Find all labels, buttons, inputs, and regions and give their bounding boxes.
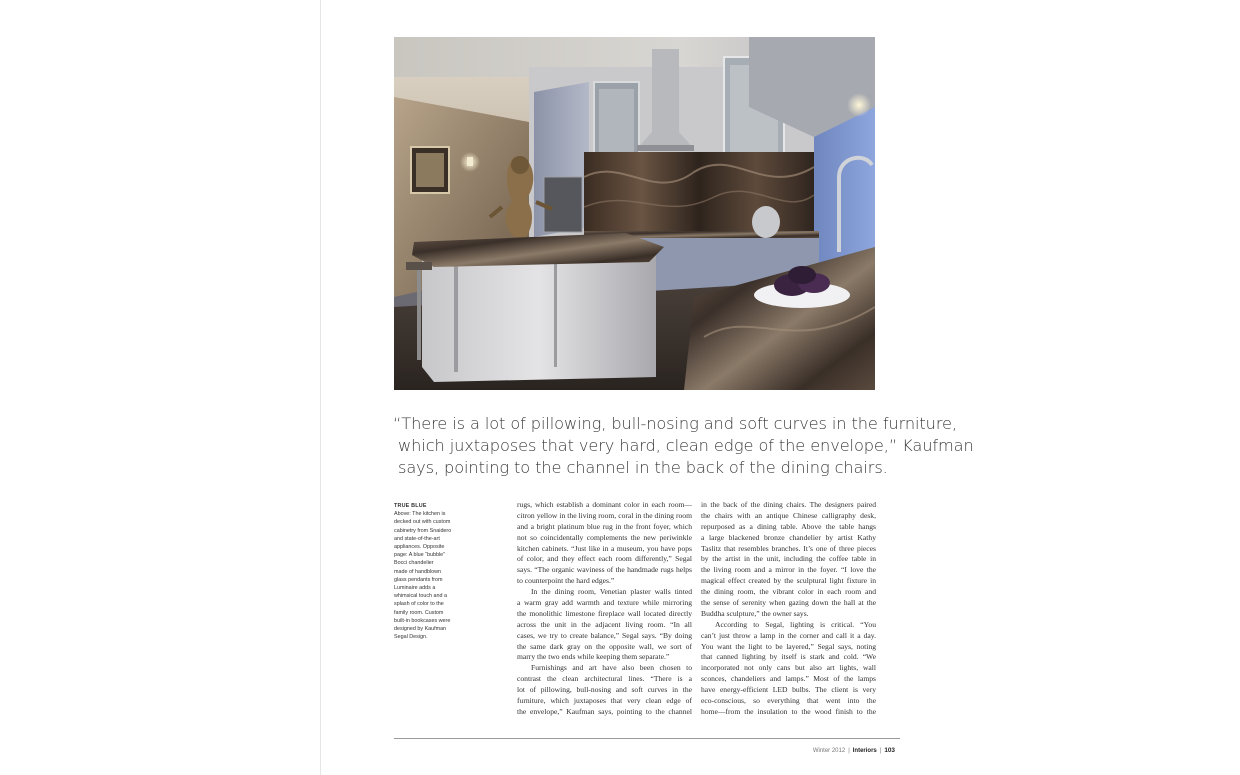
- body-line: rugs, which establish a dominant color in each room—: [517, 500, 692, 509]
- caption-line: page: A blue “bubble”: [394, 552, 445, 559]
- body-line: the envelope,” Kaufman says, pointing to the channel: [517, 706, 692, 716]
- kitchen-photo: [394, 37, 875, 390]
- body-line: the same dark gray on the opposite wall, we sort of: [517, 641, 692, 651]
- body-line: Taslitz that resembles branches. It’s one of three pieces: [701, 543, 876, 553]
- body-line: says. “The organic waviness of the handmade rugs helps: [517, 565, 692, 575]
- caption-line: Luminaire adds a: [394, 585, 436, 592]
- caption-line: decked out with custom: [394, 519, 451, 526]
- body-column-1: [517, 500, 692, 718]
- body-line: cases, we try to create balance,” Segal says. “By doing: [517, 630, 692, 640]
- body-line: of color, and they effect each room differently,” Segal: [517, 554, 692, 564]
- body-line: kitchen cabinets. “Just like in a museum, you have pops: [517, 543, 692, 553]
- body-line: Furnishings and art have also been chosen to: [531, 663, 692, 673]
- caption-line: made of handblown: [394, 568, 442, 575]
- photo-caption: [394, 502, 452, 641]
- caption-line: Above: The kitchen is: [394, 511, 446, 518]
- body-line: In the dining room, Venetian plaster walls tinted: [531, 587, 692, 597]
- caption-line: glass pendants from: [394, 576, 443, 583]
- body-column-2: [701, 500, 876, 718]
- caption-line: whimsical touch and a: [394, 593, 448, 600]
- pull-quote-line: which juxtaposes that very hard, clean edge of the envelope,” Kaufman: [398, 436, 974, 455]
- body-line: that canned lighting by itself is stark and cold. “We: [701, 652, 876, 662]
- body-line: lot of pillowing, bull-nosing and soft curves in the: [517, 685, 692, 695]
- footer-rule: [394, 738, 900, 739]
- body-line: marry the two ends while keeping them separate.”: [517, 652, 670, 662]
- footer-separator: |: [848, 748, 850, 754]
- body-line: incorporated not only cans but also art lights, wall: [701, 663, 876, 673]
- pull-quote: [393, 413, 974, 479]
- body-line: the monolithic limestone fireplace wall located directly: [517, 608, 692, 618]
- caption-line: splash of color to the: [394, 601, 444, 608]
- body-line: the sense of serenity when gazing down the hall at the: [701, 598, 876, 608]
- body-line: the dining room, the vibrant color in each room and: [701, 587, 876, 597]
- body-line: eco-conscious, so everything that went into the: [701, 696, 876, 706]
- body-line: repurposed as a dining table. Above the table hangs: [701, 521, 876, 531]
- body-line: Buddha sculpture,” the owner says.: [701, 608, 809, 618]
- pull-quote-line: “There is a lot of pillowing, bull-nosing and soft curves in the furniture,: [393, 414, 957, 433]
- footer-magazine: Interiors: [852, 748, 877, 754]
- body-line: furniture, which juxtaposes that very clean edge of: [517, 696, 692, 706]
- page-footer: [813, 747, 895, 754]
- body-line: sconces, chandeliers and lamps.” Most of the lamps: [701, 674, 876, 684]
- body-line: home—from the insulation to the wood finish to the: [701, 706, 876, 716]
- body-line: not so coincidentally complements the new periwinkle: [517, 532, 692, 542]
- page-gutter-edge: [320, 0, 321, 775]
- caption-line: designed by Kaufman: [394, 626, 447, 633]
- caption-line: appliances. Opposite: [394, 544, 445, 551]
- body-line: the chairs with an antique Chinese calligraphy desk,: [701, 510, 876, 520]
- body-line: have energy-efficient LED bulbs. The client is very: [701, 685, 876, 695]
- caption-line: cabinetry from Snaidero: [394, 527, 452, 534]
- body-line: citron yellow in the living room, coral in the dining room: [517, 510, 692, 520]
- body-line: can’t just throw a lamp in the corner and call it a day.: [701, 630, 876, 640]
- caption-title: TRUE BLUE: [394, 503, 427, 509]
- body-line: by the artist in the unit, including the coffee table in: [701, 554, 876, 564]
- body-line: the living room and a mirror in the foyer. “I love the: [701, 565, 876, 575]
- body-line: magical effect created by the sculptural light fixture in: [701, 576, 876, 586]
- caption-line: Segal Design.: [394, 634, 428, 641]
- body-line: and a bright platinum blue rug in the front foyer, which: [517, 521, 692, 531]
- page-number: 103: [884, 747, 895, 754]
- body-line: a large blackened bronze chandelier by artist Kathy: [701, 532, 876, 542]
- caption-line: Bocci chandelier: [394, 560, 434, 567]
- caption-line: family room. Custom: [394, 609, 444, 616]
- body-line: contrast the clean architectural lines. “There is a: [517, 674, 692, 684]
- body-line: in the back of the dining chairs. The designers paired: [701, 500, 876, 509]
- body-line: a warm gray add warmth and texture while mirroring: [517, 598, 692, 608]
- footer-separator: |: [879, 748, 882, 754]
- body-line: across the unit in the adjacent living room. “In all: [517, 619, 692, 629]
- caption-line: built-in bookcases were: [394, 617, 451, 624]
- pull-quote-line: says, pointing to the channel in the back of the dining chairs.: [398, 458, 888, 477]
- body-line: You want the light to be layered,” Segal says, noting: [701, 641, 876, 651]
- body-line: According to Segal, lighting is critical. “You: [715, 619, 876, 629]
- body-line: to counterpoint the hard edges.”: [517, 576, 615, 586]
- caption-line: and state-of-the-art: [394, 535, 440, 542]
- footer-issue: Winter 2012: [812, 748, 846, 754]
